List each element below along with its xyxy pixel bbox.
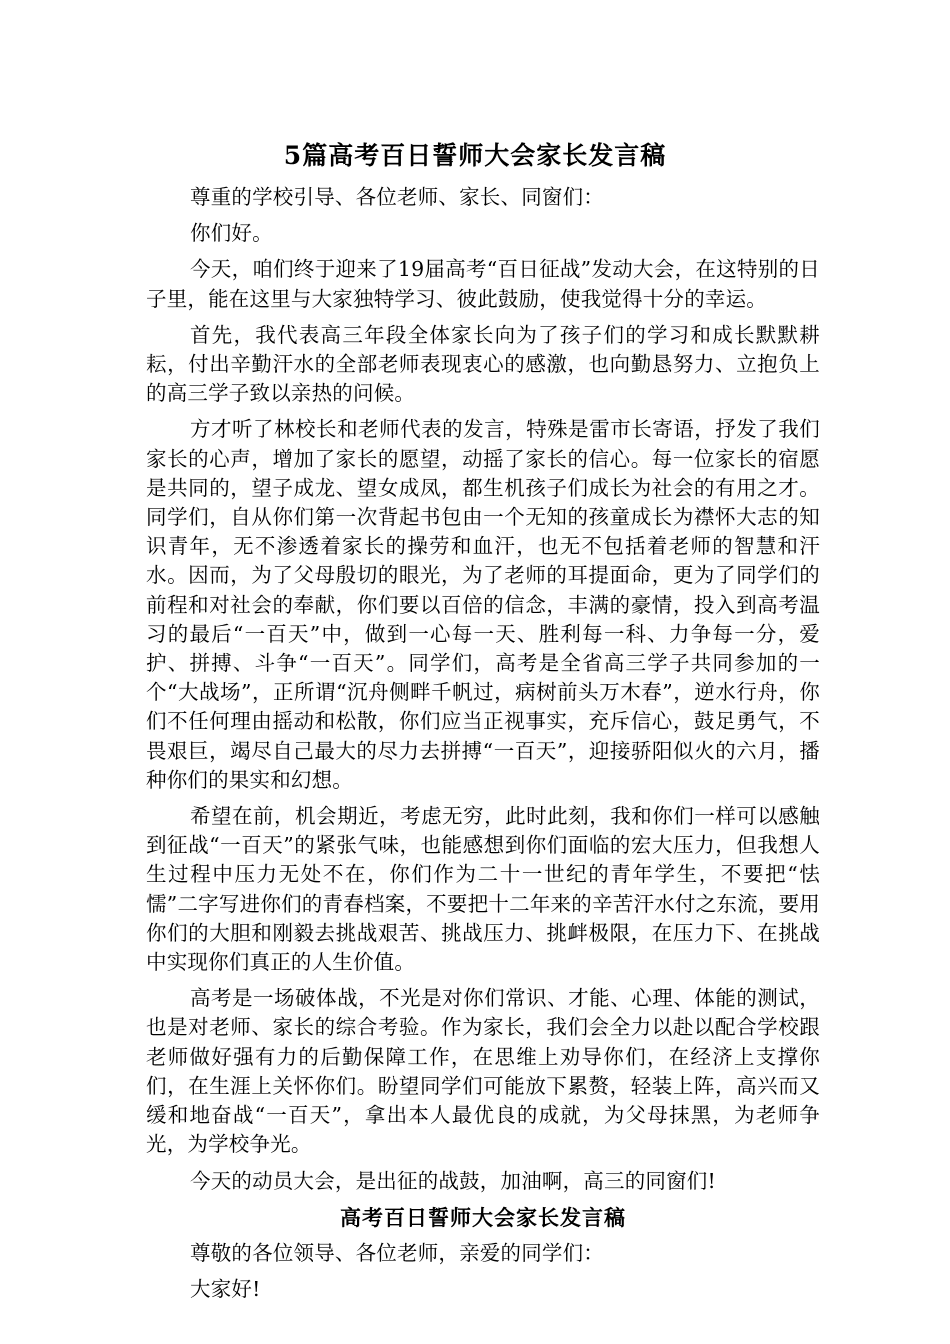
closing-paragraph: 今天的动员大会，是出征的战鼓，加油啊，高三的同窗们! (190, 1168, 716, 1193)
body-paragraph: 方才听了林校长和老师代表的发言，特殊是雷市长寄语，抒发了我们家长的心声，增加了家长的愿望，动摇了家长的信心。每一位家长的宿愿是共同的，望子成龙、望女成凤，都生机孩子们成长为社会的有用之才。同学们，自从你们第一次背起书包由一个无知的孩童成长为襟怀大志的知识青年，无不渗透着家长的操劳和血汗，也无不包括着老师的智慧和汗水。因而，为了父母殷切的眼光，为了老师的耳提面命，更为了同学们的前程和对社会的奉献，你们要以百倍的信念，丰满的豪情，投入到高考温习的最后“一百天”中，做到一心每一天、胜利每一科、力争每一分，爱护、拼搏、斗争“一百天”。同学们，高考是全省高三学子共同参加的一个“大战场”，正所谓“沉舟侧畔千帆过，病树前头万木春”，逆水行舟，你们不任何理由摇动和松散，你们应当正视事实，充斥信心，鼓足勇气，不畏艰巨，竭尽自己最大的尽力去拼搏“一百天”，迎接骄阳似火的六月，播种你们的果实和幻想。 (146, 417, 820, 792)
section-greeting-paragraph: 尊敬的各位领导、各位老师，亲爱的同学们： (190, 1240, 604, 1265)
section-hello-paragraph: 大家好! (190, 1276, 261, 1301)
body-paragraph: 高考是一场破体战，不光是对你们常识、才能、心理、体能的测试，也是对老师、家长的综合考验。作为家长，我们会全力以赴以配合学校跟老师做好强有力的后勤保障工作，在思维上劝导你们，在经济上支撑你们，在生涯上关怀你们。盼望同学们可能放下累赘，轻装上阵，高兴而又缓和地奋战“一百天”，拿出本人最优良的成就，为父母抹黑，为老师争光，为学校争光。 (146, 986, 820, 1157)
body-paragraph: 希望在前，机会期近，考虑无穷，此时此刻，我和你们一样可以感触到征战“一百天”的紧张气味，也能感想到你们面临的宏大压力，但我想人生过程中压力无处不在，你们作为二十一世纪的青年学生，不要把“怯懦”二字写进你们的青春档案，不要把十二年来的辛苦汗水付之东流，要用你们的大胆和刚毅去挑战艰苦、挑战压力、挑衅极限，在压力下、在挑战中实现你们真正的人生价值。 (146, 804, 820, 975)
body-paragraph: 首先，我代表高三年段全体家长向为了孩子们的学习和成长默默耕耘，付出辛勤汗水的全部老师表现衷心的感激，也向勤恳努力、立抱负上的高三学子致以亲热的问候。 (146, 322, 820, 406)
hello-paragraph: 你们好。 (190, 221, 273, 246)
document-body (146, 183, 820, 1311)
section-title: 高考百日誓师大会家长发言稿 (340, 1204, 626, 1230)
document-title: 5篇高考百日誓师大会家长发言稿 (283, 141, 667, 170)
body-paragraph: 今天，咱们终于迎来了19届高考“百日征战”发动大会，在这特别的日子里，能在这里与大家独特学习、彼此鼓励，使我觉得十分的幸运。 (146, 257, 820, 311)
greeting-paragraph: 尊重的学校引导、各位老师、家长、同窗们： (190, 185, 604, 209)
